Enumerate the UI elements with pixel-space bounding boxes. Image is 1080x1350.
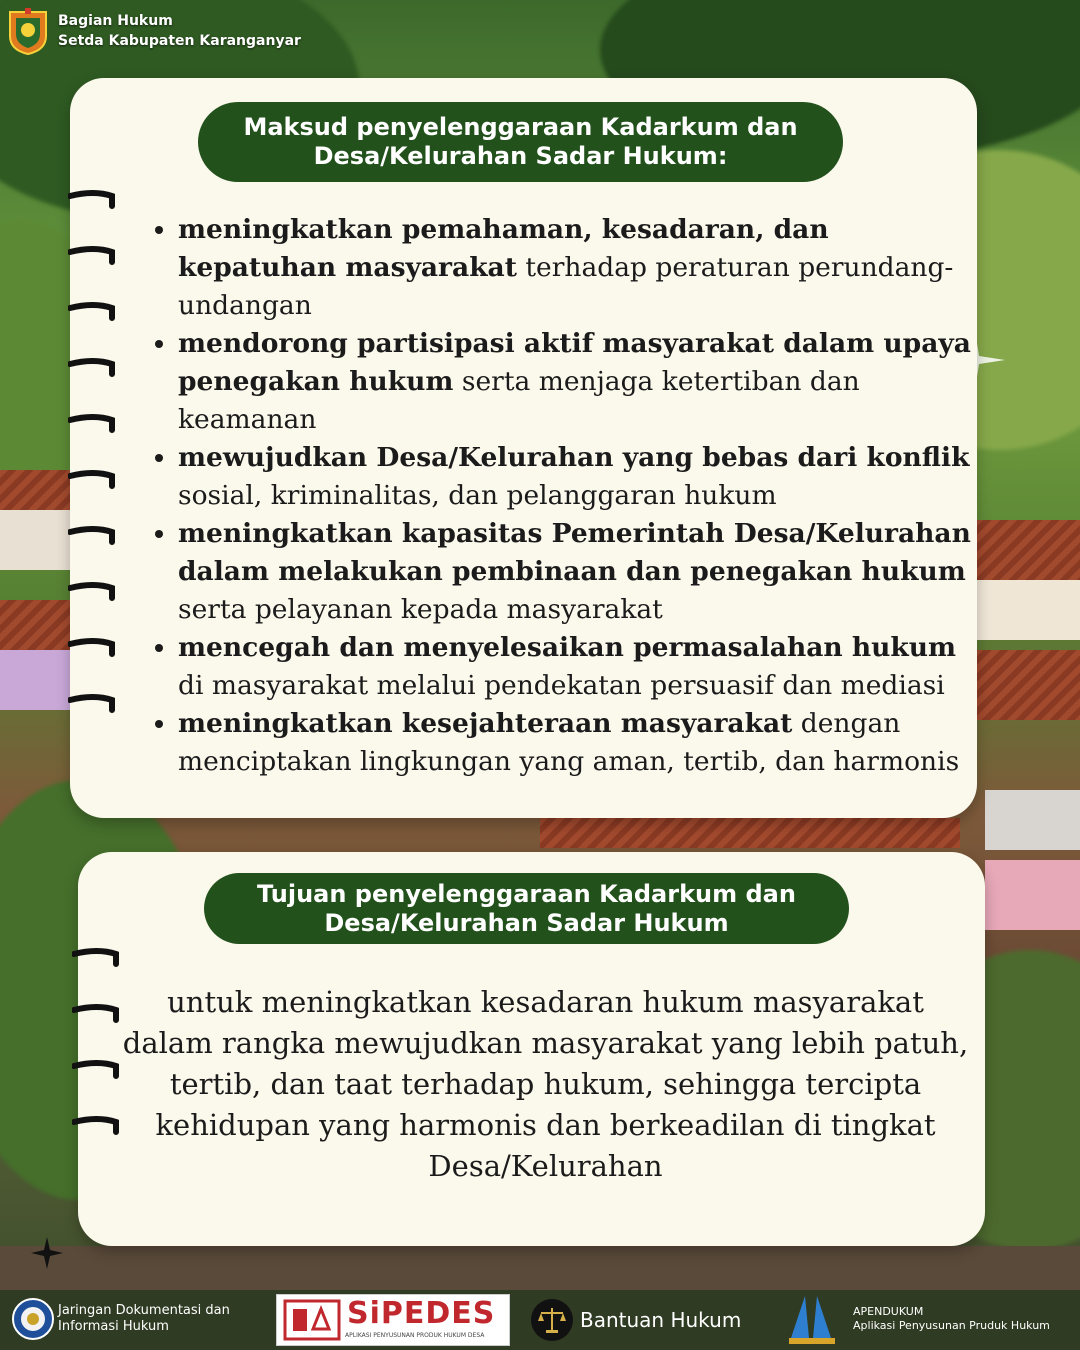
regency-emblem-icon bbox=[6, 6, 50, 56]
bantuan-hukum-label: Bantuan Hukum bbox=[580, 1308, 742, 1332]
jdih-logo-icon bbox=[12, 1298, 54, 1340]
sipedes-emblem-icon bbox=[283, 1299, 341, 1341]
jdih-label: Jaringan Dokumentasi dan Informasi Hukum bbox=[58, 1303, 230, 1334]
purpose-card bbox=[70, 78, 977, 818]
header-suborg: Setda Kabupaten Karanganyar bbox=[58, 33, 301, 49]
purpose-heading-line2: Desa/Kelurahan Sadar Hukum: bbox=[313, 142, 728, 170]
binder-ring-icon bbox=[72, 948, 124, 970]
list-item: • mendorong partisipasi aktif masyarakat dalam upaya penegakan hukum serta menjaga ketertiban dan keamanan bbox=[178, 325, 978, 439]
binder-ring-icon bbox=[68, 470, 120, 492]
list-item: • mewujudkan Desa/Kelurahan yang bebas dari konflik sosial, kriminalitas, dan pelanggaran hukum bbox=[178, 439, 978, 515]
goal-heading bbox=[204, 873, 849, 944]
star-icon bbox=[30, 1236, 64, 1270]
apendukum-label: APENDUKUM Aplikasi Penyusunan Pruduk Hukum bbox=[853, 1305, 1050, 1332]
scales-of-justice-icon bbox=[530, 1298, 574, 1342]
binder-ring-icon bbox=[68, 190, 120, 212]
sipedes-title: SiPEDES bbox=[347, 1296, 496, 1331]
header-org: Bagian Hukum bbox=[58, 13, 173, 29]
binder-ring-icon bbox=[68, 414, 120, 436]
purpose-heading bbox=[198, 102, 843, 182]
binder-ring-icon bbox=[68, 302, 120, 324]
sipedes-logo[interactable] bbox=[276, 1294, 510, 1346]
apendukum-group[interactable] bbox=[785, 1292, 1050, 1346]
binder-ring-icon bbox=[68, 694, 120, 716]
list-item: • meningkatkan pemahaman, kesadaran, dan kepatuhan masyarakat terhadap peraturan perundang-undangan bbox=[178, 211, 978, 325]
binder-ring-icon bbox=[72, 1116, 124, 1138]
goal-card bbox=[78, 852, 985, 1246]
goal-text: untuk meningkatkan kesadaran hukum masyarakat dalam rangka mewujudkan masyarakat yang lebih patuh, tertib, dan taat terhadap hukum, sehingga tercipta kehidupan yang harmonis dan berkeadilan di tingkat Desa/Kelurahan bbox=[122, 985, 969, 1183]
binder-ring-icon bbox=[68, 246, 120, 268]
bantuan-hukum-group[interactable] bbox=[530, 1298, 741, 1342]
list-item: • meningkatkan kapasitas Pemerintah Desa/Kelurahan dalam melakukan pembinaan dan penegakan hukum serta pelayanan kepada masyarakat bbox=[178, 515, 978, 629]
binder-ring-icon bbox=[68, 582, 120, 604]
goal-heading-line2: Desa/Kelurahan Sadar Hukum bbox=[324, 908, 729, 937]
binder-ring-icon bbox=[68, 358, 120, 380]
purpose-list bbox=[150, 211, 978, 781]
footer-bar bbox=[0, 1290, 1080, 1350]
list-item: • mencegah dan menyelesaikan permasalahan hukum di masyarakat melalui pendekatan persuasif dan mediasi bbox=[178, 629, 978, 705]
header-text bbox=[58, 11, 301, 51]
header bbox=[6, 4, 301, 58]
sipedes-subtitle: APLIKASI PENYUSUNAN PRODUK HUKUM DESA bbox=[345, 1332, 485, 1339]
goal-heading-line1: Tujuan penyelenggaraan Kadarkum dan bbox=[257, 879, 796, 908]
list-item: • meningkatkan kesejahteraan masyarakat dengan menciptakan lingkungan yang aman, tertib, dan harmonis bbox=[178, 705, 978, 781]
binder-ring-icon bbox=[72, 1004, 124, 1026]
binder-ring-icon bbox=[72, 1060, 124, 1082]
binder-ring-icon bbox=[68, 638, 120, 660]
apendukum-logo-icon bbox=[785, 1292, 845, 1346]
purpose-heading-line1: Maksud penyelenggaraan Kadarkum dan bbox=[243, 113, 798, 141]
jdih-logo-group[interactable] bbox=[12, 1298, 230, 1340]
binder-ring-icon bbox=[68, 526, 120, 548]
